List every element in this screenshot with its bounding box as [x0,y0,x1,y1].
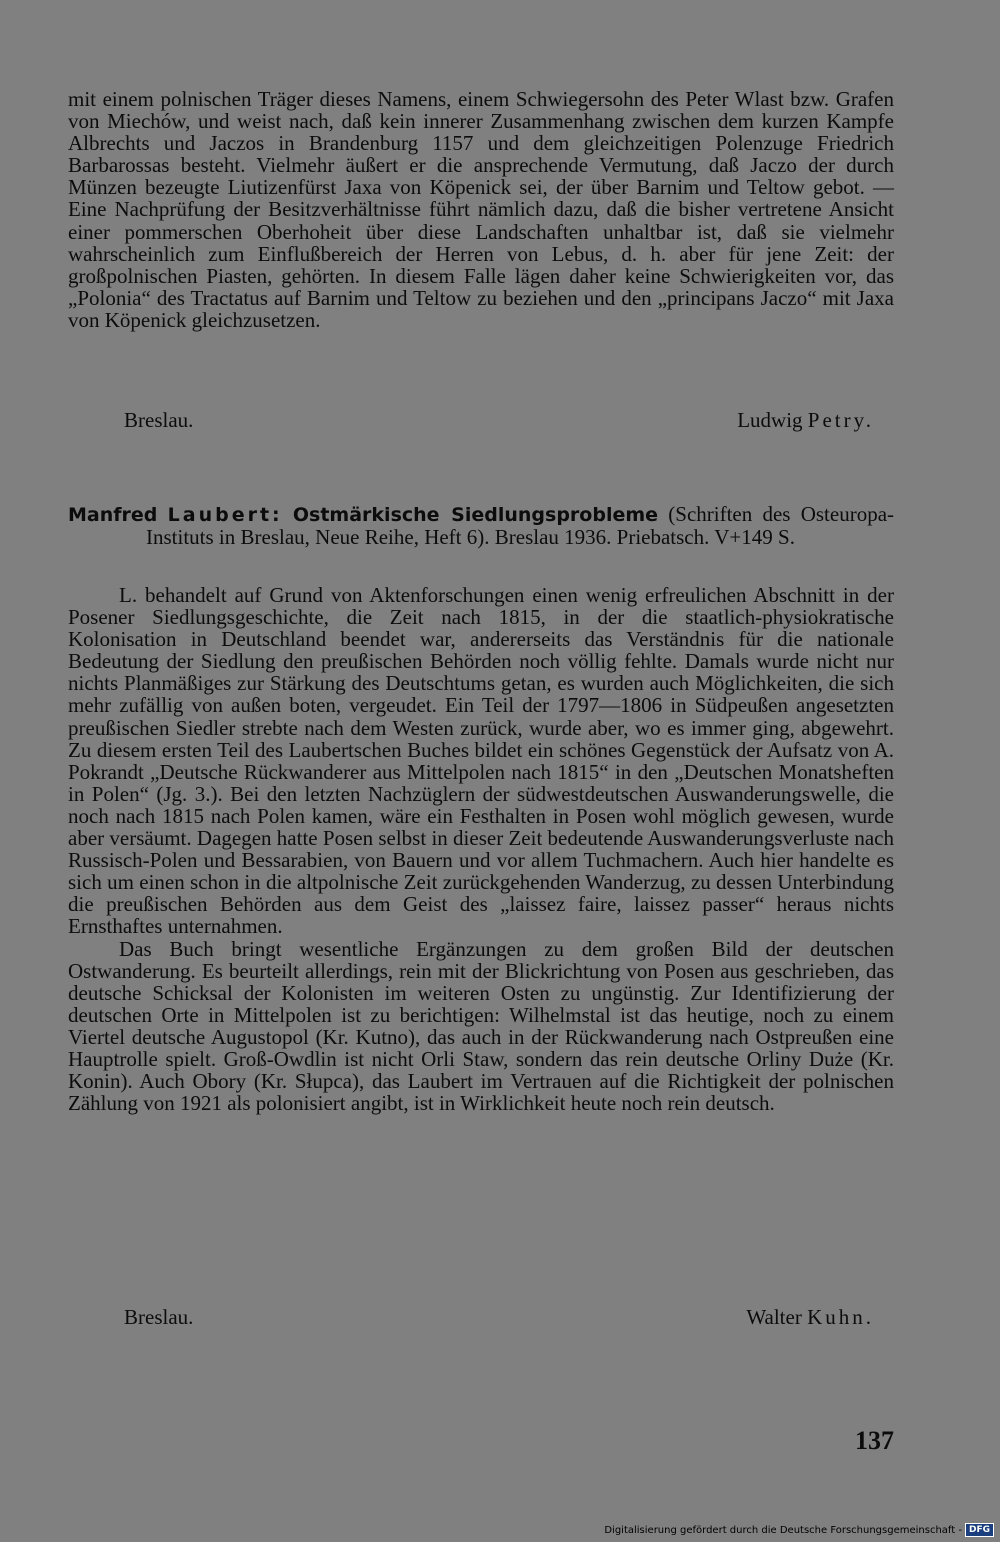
footer-text: Digitalisierung gefördert durch die Deutsche Forschungsgemeinschaft - [604,1524,962,1536]
review2-bibliography: (Schriften des Osteuropa-Instituts in Breslau, Neue Reihe, Heft 6). Breslau 1936. Priebatsch. V+149 S. [146,502,895,550]
review2-book-author-last: Laubert: [167,504,283,526]
review1-signature [124,408,874,434]
review2-heading [68,503,894,548]
review2-body [68,584,894,1114]
review2-reviewer-last: Kuhn. [807,1305,874,1329]
review1-reviewer-first: Ludwig [737,408,803,432]
review1-body [68,88,894,331]
review1-reviewer-last: Petry. [807,408,874,432]
review2-place: Breslau. [124,1305,194,1329]
review2-reviewer [746,1305,874,1330]
footer-credit [604,1523,994,1537]
review2-paragraph-1: L. behandelt auf Grund von Aktenforschungen einen wenig erfreulichen Abschnitt in der Posener Siedlungsgeschichte, die Zeit nach 1815, in der die staatlich-physiokratische Kolonisation in Deutschland beendet war, andererseits das Verständnis für die nationale Bedeutung der Siedlung den preußischen Behörden noch völlig fehlte. Damals wurde nicht nur nichts Planmäßiges zur Stärkung des Deutschtums getan, es wurden auch Möglichkeiten, die sich mehr zufällig von außen boten, vergeudet. Ein Teil der 1797—1806 in Südpeußen angesetzten preußischen Siedler strebte nach dem Westen zurück, wurde aber, wo es immer ging, abgewehrt. Zu diesem ersten Teil des Laubertschen Buches bildet ein schönes Gegenstück der Aufsatz von A. Pokrandt „Deutsche Rückwanderer aus Mittelpolen nach 1815“ in den „Deutschen Monatsheften in Polen“ (Jg. 3.). Bei den letzten Nachzüglern der südwestdeutschen Auswanderungswelle, die noch nach 1815 nach Polen kamen, wäre ein Festhalten in Posen wohl möglich gewesen, wurde aber versäumt. Dagegen hatte Posen selbst in dieser Zeit bedeutende Auswanderungsverluste nach Russisch-Polen und Bessarabien, von Bauern und vor allem Tuchmachern. Auch hier handelte es sich um einen schon in die altpolnische Zeit zurückgehenden Wanderzug, zu dessen Unterbindung die preußischen Behörden aus dem Geist des „laissez faire, laissez passer“ heraus nichts Ernsthaftes unternahmen. [68,583,894,939]
review1-place: Breslau. [124,408,194,432]
review2-paragraph-2: Das Buch bringt wesentliche Ergänzungen zu dem großen Bild der deutschen Ostwanderung. Es beurteilt allerdings, rein mit der Blickrichtung von Posen aus geschrieben, das deutsche Schicksal der Kolonisten im weiteren Osten zu ungünstig. Zur Identifizierung der deutschen Orte in Mittelpolen ist zu berichtigen: Wilhelmstal ist das heutige, noch zu einem Viertel deutsche Augustopol (Kr. Kutno), das auch in der Rückwanderung nach Ostpreußen eine Hauptrolle spielt. Groß-Owdlin ist nicht Orli Staw, sondern das rein deutsche Orliny Duże (Kr. Konin). Auch Obory (Kr. Słupca), das Laubert im Vertrauen auf die Richtigkeit der polnischen Zählung von 1921 als polonisiert angibt, ist in Wirklichkeit heute noch rein deutsch. [68,936,894,1116]
review1-paragraph: mit einem polnischen Träger dieses Namens, einem Schwiegersohn des Peter Wlast bzw. Grafen von Miechów, und weist nach, daß kein innerer Zusammenhang zwischen dem kurzen Kampfe Albrechts und Jaczos in Brandenburg 1157 und dem gleichzeitigen Polenzuge Friedrich Barbarossas besteht. Vielmehr äußert er die ansprechende Vermutung, daß Jaczo der durch Münzen bezeugte Liutizenfürst Jaxa von Köpenick sei, der über Barnim und Teltow gebot. — Eine Nachprüfung der Besitzverhältnisse führt nämlich dazu, daß die bisher vertretene Ansicht einer pommerschen Oberhoheit über diese Landschaften unhaltbar ist, daß sie vielmehr wahrscheinlich zum Einflußbereich der Herren von Lebus, d. h. aber für jene Zeit: der großpolnischen Piasten, gehörten. In diesem Falle lägen daher keine Schwierigkeiten vor, das „Polonia“ des Tractatus auf Barnim und Teltow zu beziehen und den „principans Jaczo“ mit Jaxa von Köpenick gleichzusetzen. [68,87,894,332]
review1-reviewer [737,408,874,433]
review2-signature [124,1305,874,1331]
page-number: 137 [855,1426,894,1455]
dfg-logo-badge: DFG [965,1523,994,1537]
review2-reviewer-first: Walter [746,1305,802,1329]
review2-book-title: Ostmärkische Siedlungsprobleme [292,504,659,526]
review2-book-author-first: Manfred [68,504,158,526]
